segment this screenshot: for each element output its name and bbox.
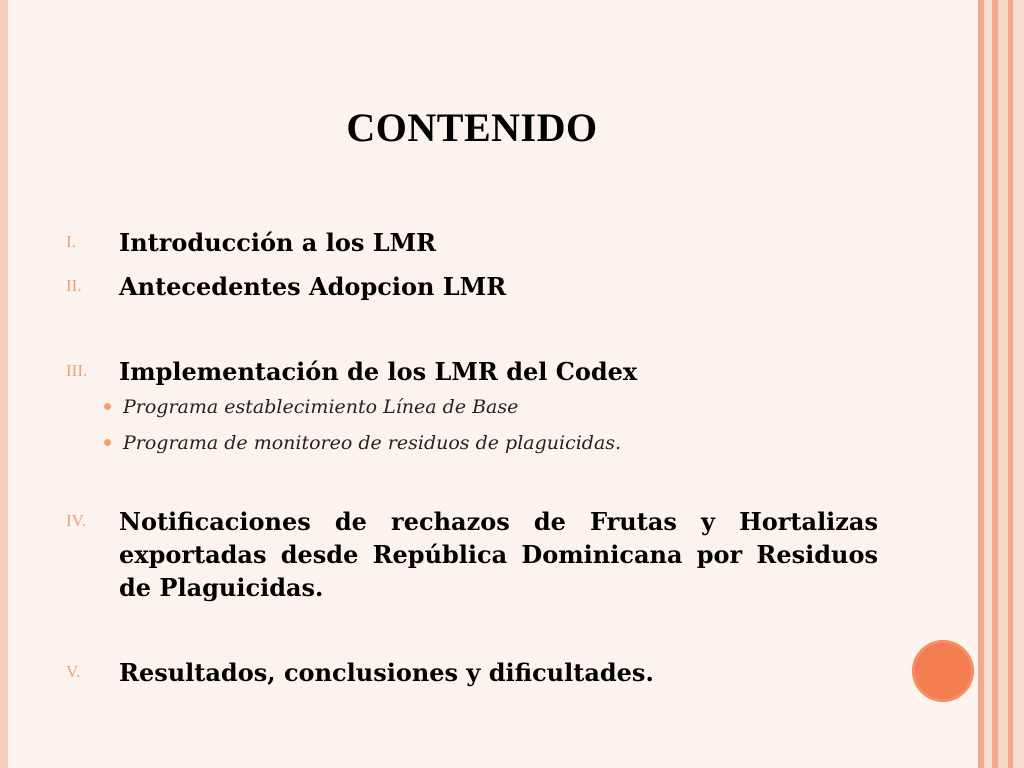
item-text: Resultados, conclusiones y dificultades. [119, 658, 654, 687]
sub-item-text: Programa establecimiento Línea de Base [123, 396, 519, 418]
list-item [66, 270, 878, 303]
bullet-icon [104, 403, 111, 410]
sub-list-item [104, 432, 621, 454]
item-number: IV. [66, 511, 86, 530]
list-item [66, 226, 878, 259]
border-stripe [1013, 0, 1024, 768]
border-stripe [984, 0, 992, 768]
border-stripe [998, 0, 1008, 768]
item-text: Antecedentes Adopcion LMR [119, 272, 507, 301]
list-item [66, 355, 878, 388]
item-text: Notificaciones de rechazos de Frutas y Hortalizas exportadas desde República Dominicana por Residuos de Plaguicidas. [119, 507, 878, 602]
item-number: II. [66, 276, 82, 295]
list-item [66, 505, 878, 604]
sub-list-item [104, 396, 518, 418]
list-item [66, 656, 878, 689]
sub-item-text: Programa de monitoreo de residuos de plaguicidas. [123, 432, 622, 454]
item-text: Implementación de los LMR del Codex [119, 357, 638, 386]
decorative-circle [912, 640, 974, 702]
item-number: V. [66, 662, 81, 681]
bullet-icon [104, 439, 111, 446]
item-number: III. [66, 361, 88, 380]
item-number: I. [66, 232, 76, 251]
slide-title: CONTENIDO [346, 105, 598, 150]
item-text: Introducción a los LMR [119, 228, 437, 257]
